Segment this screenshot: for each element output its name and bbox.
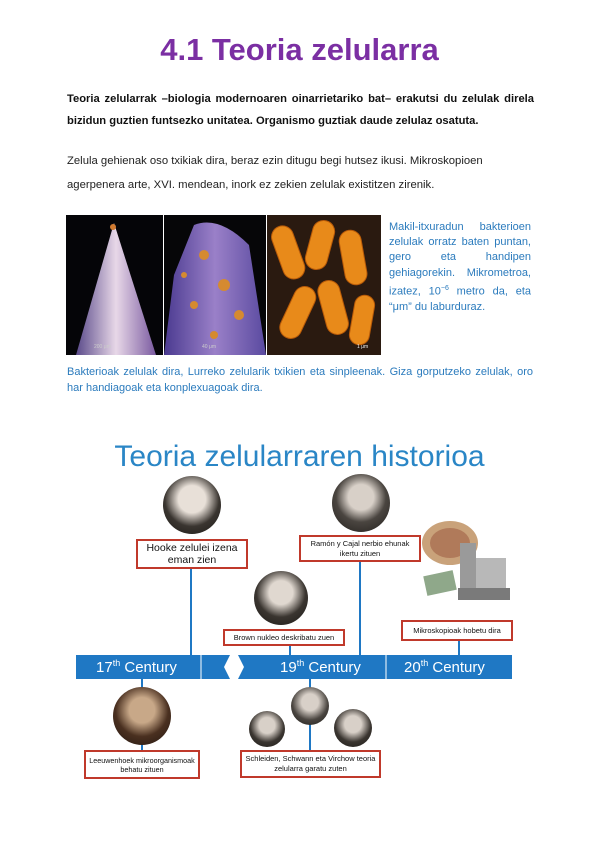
leeuwenhoek-event-box: Leeuwenhoek mikroorganismoak behatu zituen [84, 750, 200, 779]
scale-label: 200 μm [94, 344, 111, 350]
century-suffix: th [420, 658, 429, 668]
century-number: 17 [96, 658, 113, 676]
brown-event-box: Brown nukleo deskribatu zuen [223, 629, 345, 646]
timeline-title: Teoria zelularraren historioa [114, 440, 485, 473]
virchow-portrait [334, 709, 372, 747]
scale-label: 40 μm [202, 344, 216, 350]
scale-label: 1 μm [357, 344, 369, 350]
century-word: Century [428, 658, 485, 676]
microscope-icon [420, 518, 512, 606]
intro-plain-paragraph: Zelula gehienak oso txikiak dira, beraz ezin ditugu begi hutsez ikusi. Mikroskopioen agerpenera arte, XVI. mendean, inork ez zekien zelulak existitzen zirenik. [67, 155, 483, 191]
hooke-portrait [163, 476, 221, 534]
century-20 [404, 655, 485, 679]
page-title: 4.1 Teoria zelularra [160, 32, 439, 67]
schleiden-event-box: Schleiden, Schwann eta Virchow teoria zelularra garatu zuten [240, 750, 381, 778]
schwann-portrait [291, 687, 329, 725]
bottom-caption: Bakterioak zelulak dira, Lurreko zelularik txikien eta sinpleenak. Giza gorputzeko zelulak, oro har handiagoak eta konplexuagoak dira. [67, 366, 533, 394]
hooke-event-box: Hooke zelulei izena eman zien [136, 539, 248, 569]
ramon-event-box: Ramón y Cajal nerbio ehunak ikertu zituen [299, 535, 421, 562]
century-17 [96, 655, 177, 679]
leeuwenhoek-portrait [113, 687, 171, 745]
intro-bold-paragraph: Teoria zelularrak –biologia modernoaren oinarrietariko bat– erakutsi du zelulak direla bizidun guztien funtsezko unitatea. Organismo guztiak daude zelulaz osatuta. [67, 93, 534, 127]
brown-portrait [254, 571, 308, 625]
century-suffix: th [112, 658, 121, 668]
ramon-y-cajal-portrait [332, 474, 390, 532]
century-number: 20 [404, 658, 421, 676]
century-word: Century [304, 658, 361, 676]
schleiden-portrait [249, 711, 285, 747]
century-word: Century [120, 658, 177, 676]
side-caption-exponent: −6 [440, 284, 449, 292]
century-19 [280, 655, 361, 679]
microscope-event-box: Mikroskopioak hobetu dira [401, 620, 513, 641]
century-suffix: th [296, 658, 305, 668]
side-caption-text: Makil-itxuradun bakterioen zelulak orratz baten puntan, gero eta handipen gehiagorekin. Mikrometroa, izatez, 10 [389, 221, 531, 298]
century-number: 19 [280, 658, 297, 676]
side-caption-text-end: metro da, eta “μm” du laburduraz. [389, 285, 531, 313]
